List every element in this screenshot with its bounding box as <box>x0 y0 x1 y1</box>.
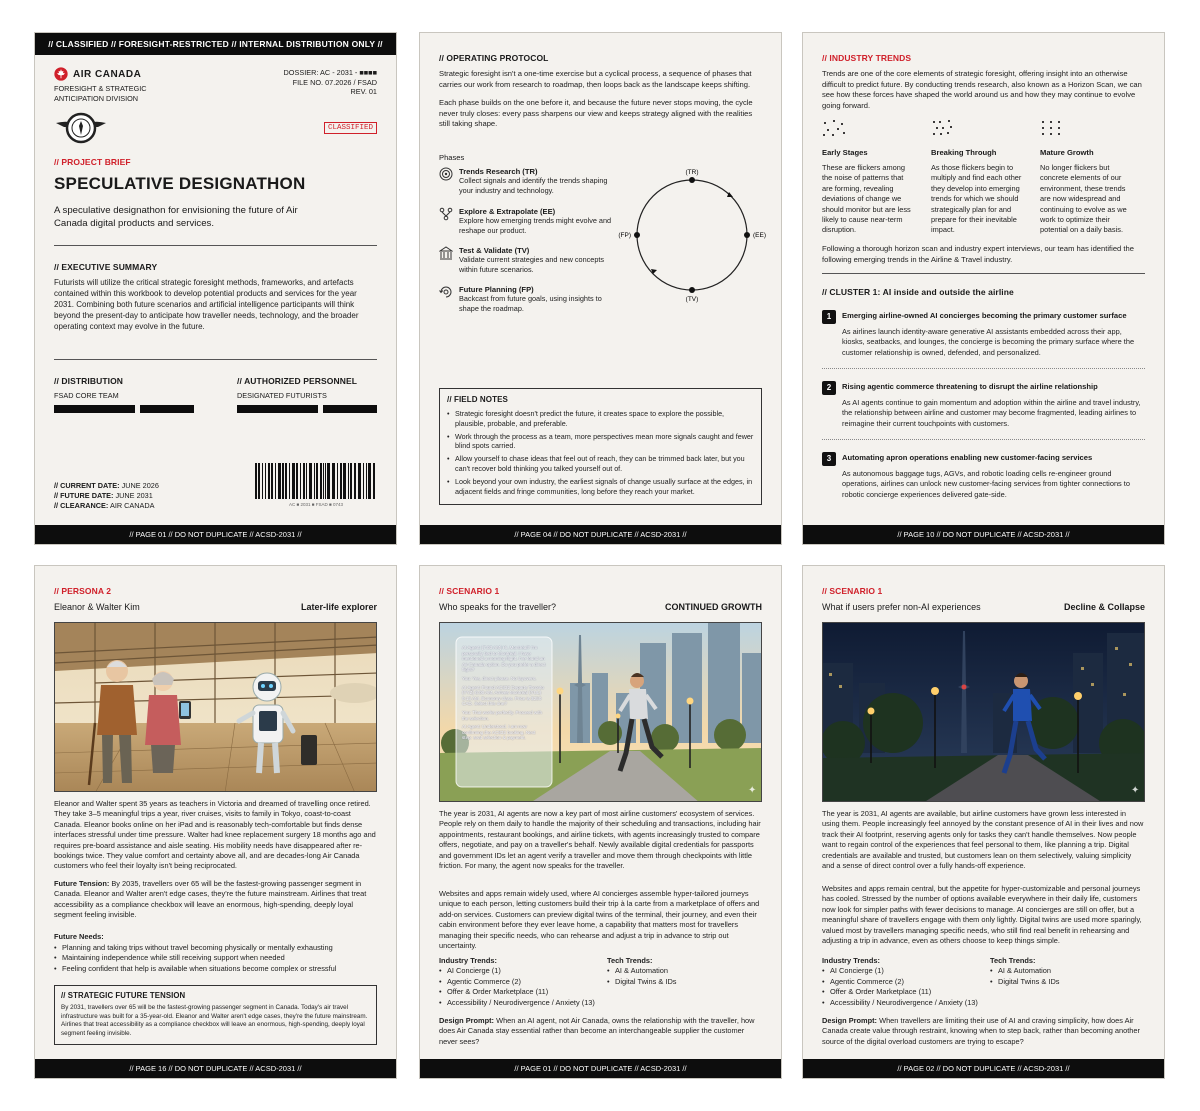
design-prompt: When travellers are limiting their use of AI and craving simplicity, how does Air Canada create value through restraint, knowing when to step back, rather than becoming another source of the digital overload customers are trying to escape? <box>822 1016 1140 1046</box>
trend-number: 1 <box>822 310 836 324</box>
cycle-icon <box>439 285 453 299</box>
industry-trend: • AI Concierge (1) <box>822 966 982 976</box>
industry-trend: • Offer & Order Marketplace (11) <box>822 987 982 997</box>
field-notes-label: // FIELD NOTES <box>447 395 508 404</box>
chat-message: AI Agent: [7:03 AM] Hi, Montréal? I'm personally tied to Montréal. I have mentioned a morning flight. I've found an Air Canada option. Do you prefer a direct flight? <box>462 645 546 673</box>
early-stages-dots-icon <box>822 119 848 137</box>
maple-leaf-icon <box>54 67 68 81</box>
persona-bio: Eleanor and Walter spent 35 years as teachers in Victoria and dreamed of travelling once retired. They take 3–5 meaningful trips a year, river cruises, visits to family in Tokyo, coast-to-coast Canada. Eleanor books online on her iPad and is reasonably tech-comfortable but finds dense interfaces stressful under time pressure. Walter had knee replacement surgery 18 months ago and requires pre-board assistance and aisle seating. His mobility needs have disappeared after re-bookings twice. They value comfort and certainty above all, and are decades-long Air Canada customers who feel their loyalty isn't being reciprocated. <box>54 799 376 871</box>
tech-trend: • AI & Automation <box>607 966 757 976</box>
tech-trends-label: Tech Trends: <box>990 956 1036 965</box>
classified-banner: // CLASSIFIED // FORESIGHT-RESTRICTED // INTERNAL DISTRIBUTION ONLY // <box>35 33 396 55</box>
strategic-tension-label: // STRATEGIC FUTURE TENSION <box>61 991 186 1000</box>
redaction-bar <box>140 405 194 413</box>
scenario-paragraph: Websites and apps remain widely used, where AI concierges assemble hyper-tailored journeys unique to each person, letting customers build their trip à la carte from a marketplace of offers and add-on services. Customers can preview digital twins of the terminal, their journey, and even their cabin environment before they ever leave home, a capability that matters most for travellers managing their specific needs, who can rehearse and adjust a trip in advance to strip out uncertainty. <box>439 889 760 951</box>
trend-title: Emerging airline-owned AI concierges becoming the primary customer surface <box>842 311 1127 320</box>
page-footer: // PAGE 10 // DO NOT DUPLICATE // ACSD-2031 // <box>803 525 1164 544</box>
scenario-paragraph: Websites and apps remain central, but the appetite for hyper-customizable and personal journeys has cooled. Stressed by the number of options available everywhere in their daily life, customers now look for simpler paths with fewer decisions to manage. AI concierges are still on offer, but a meaningful share of travellers engage with them only lightly. Digital twins are used more sparingly, valued most by travellers managing specific needs, who still find real benefit in rehearsing and adjusting a trip in advance, even as others choose to keep things simple. <box>822 884 1142 946</box>
current-date-label: // CURRENT DATE: <box>54 481 120 490</box>
stage-title: Mature Growth <box>1040 148 1094 157</box>
page-industry-trends <box>802 32 1165 545</box>
design-prompt-label: Design Prompt: <box>822 1016 878 1025</box>
field-note: • Work through the process as a team, more perspectives mean more signals caught and fewer blind spots carried. <box>447 432 754 452</box>
branch-icon <box>439 207 453 221</box>
classified-stamp: CLASSIFIED <box>324 122 377 134</box>
phase-item <box>439 207 619 236</box>
subtitle: A speculative designathon for envisioning the future of Air Canada digital products and services. <box>54 205 298 229</box>
scenario-question: What if users prefer non-AI experiences <box>822 602 981 612</box>
phase-title: Explore & Extrapolate (EE) <box>459 207 556 216</box>
revision: REV. 01 <box>350 87 377 96</box>
tech-trend: • Digital Twins & IDs <box>607 977 757 987</box>
current-date: JUNE 2026 <box>121 481 159 490</box>
future-tension-label: Future Tension: <box>54 879 110 888</box>
phase-title: Trends Research (TR) <box>459 167 538 176</box>
distribution-label: // DISTRIBUTION <box>54 376 124 386</box>
field-note: • Allow yourself to chase ideas that feel out of reach, they can be trimmed back later, but you can't recover bold thinking you talked yourself out of. <box>447 454 754 474</box>
chat-message: You: Yes, direct please. No layovers. <box>462 675 537 681</box>
phase-title: Test & Validate (TV) <box>459 246 530 255</box>
page-footer: // PAGE 16 // DO NOT DUPLICATE // ACSD-2031 // <box>35 1059 396 1078</box>
section-label: // PERSONA 2 <box>54 586 112 596</box>
phase-title: Future Planning (FP) <box>459 285 534 294</box>
cycle-label-tr: (TR) <box>685 169 699 176</box>
scenario-illustration <box>822 622 1145 802</box>
clearance: AIR CANADA <box>109 500 155 510</box>
tech-trends-label: Tech Trends: <box>607 956 653 965</box>
tech-trend: • AI & Automation <box>990 966 1140 976</box>
intro-paragraph: Strategic foresight isn't a one-time exercise but a cyclical process, a sequence of phases that carries our work from research to roadmap, then loops back as the landscape keeps shifting. <box>439 69 752 89</box>
future-need: • Maintaining independence while still receiving support when needed <box>54 953 377 963</box>
file-number: FILE NO. 07.2026 / FSAD <box>292 77 377 87</box>
future-date: JUNE 2031 <box>115 490 153 500</box>
industry-trend: • Accessibility / Neurodivergence / Anxiety (13) <box>822 998 982 1008</box>
page-scenario-growth <box>419 565 782 1079</box>
persona-names: Eleanor & Walter Kim <box>54 602 140 612</box>
executive-summary-label: // EXECUTIVE SUMMARY <box>54 262 158 272</box>
sparkle-icon: ✦ <box>1131 785 1140 796</box>
industry-trend: • Offer & Order Marketplace (11) <box>439 987 599 997</box>
intro-paragraph: Trends are one of the core elements of strategic foresight, offering insight into an otherwise difficult to predict future. By conducting trends research, also known as a Horizon Scan, we can see how these forces have shaped the world around us and how they may continue to evolve going forward. <box>822 69 1142 110</box>
target-icon <box>439 167 453 181</box>
division-line: ANTICIPATION DIVISION <box>54 93 139 103</box>
redaction-bar <box>323 405 377 413</box>
persona-archetype: Later-life explorer <box>300 602 377 612</box>
strategic-tension-box <box>54 985 377 1045</box>
foresight-cycle-diagram <box>616 165 766 305</box>
page-title: SPECULATIVE DESIGNATHON <box>54 174 306 193</box>
industry-trends-label: Industry Trends: <box>822 956 880 965</box>
future-need: • Feeling confident that help is available when situations become complex or stressful <box>54 964 377 974</box>
future-date-label: // FUTURE DATE: <box>54 490 114 500</box>
scenario-illustration <box>439 622 762 802</box>
dossier-number: DOSSIER: AC - 2031 - ■■■■ <box>283 68 377 77</box>
authorized-personnel-label: // AUTHORIZED PERSONNEL <box>237 376 358 386</box>
page-scenario-decline <box>802 565 1165 1079</box>
section-label: // OPERATING PROTOCOL <box>439 53 549 63</box>
phase-item <box>439 246 619 275</box>
terminal-scene-illustration <box>55 623 377 792</box>
executive-summary-text: Futurists will utilize the critical strategic foresight methods, frameworks, and artefacts contained within this workbook to develop potential products and services for the year 2031. Combining both future scenarios and artificial intelligence participants will think beyond the present-day to anticipate how traveller needs, technology, and the broader operating context may evolve in the future. <box>54 278 359 331</box>
cycle-label-fp: (FP) <box>618 232 631 239</box>
page-footer: // PAGE 02 // DO NOT DUPLICATE // ACSD-2031 // <box>803 1059 1164 1078</box>
cluster-label: // CLUSTER 1: AI inside and outside the airline <box>822 287 1014 297</box>
strategic-tension-text: By 2031, travellers over 65 will be the fastest-growing passenger segment in Canada. Today's air travel infrastructure was built for a 35-year-old. Eleanor and Walter aren't edge cases, they're the future mainstream. Airlines that treat accessibility as a compliance checkbox will leave an enormous, high-spending, deeply loyal segment feeling invisible. <box>61 1004 368 1037</box>
mature-growth-dots-icon <box>1040 119 1066 137</box>
scenario-archetype: CONTINUED GROWTH <box>665 602 762 612</box>
field-note: • Strategic foresight doesn't predict the future, it creates space to explore the possible, plausible, probable, and preferable. <box>447 409 754 429</box>
phase-item <box>439 167 619 196</box>
authorized-personnel-value: DESIGNATED FUTURISTS <box>237 391 327 400</box>
stage-desc: No longer flickers but concrete elements of our environment, these trends are now widespread and continuing to evolve as we work to optimize their potential on a daily basis. <box>1040 163 1127 235</box>
page-footer: // PAGE 01 // DO NOT DUPLICATE // ACSD-2031 // <box>420 1059 781 1078</box>
trend-desc: As airlines launch identity-aware generative AI assistants embedded across their app, kiosks, seatbacks, and lounges, the concierge is becoming the primary surface where the customer relationship is owned, defended, and personalized. <box>842 327 1135 357</box>
persona-illustration <box>54 622 377 792</box>
phase-item <box>439 285 619 314</box>
future-need: • Planning and taking trips without travel becoming physically or mentally exhausting <box>54 943 377 953</box>
design-prompt: When an AI agent, not Air Canada, owns the relationship with the traveller, how does Air Canada stay essential rather than become an interchangeable supplier the customer never sees? <box>439 1016 755 1046</box>
following-paragraph: Following a thorough horizon scan and industry expert interviews, our team has identified the following emerging trends in the Airline & Travel industry. <box>822 244 1134 264</box>
trend-desc: As autonomous baggage tugs, AGVs, and robotic loading cells re-engineer ground operations, airlines can unlock new customer-facing services from tighter connections to robotic concierge experiences delivered gate-side. <box>842 469 1130 499</box>
field-notes-box <box>439 388 762 505</box>
chat-message: You: That works perfectly. Proceed with the selection. <box>462 709 543 721</box>
stage-desc: As those flickers begin to multiply and find each other they develop into emerging trends for which we should strategically plan for and prepare for their inevitable impact. <box>931 163 1022 235</box>
division-line: FORESIGHT & STRATEGIC <box>54 84 147 93</box>
distribution-value: FSAD CORE TEAM <box>54 391 119 400</box>
barcode-icon <box>255 463 377 499</box>
chat-message: AI Agent: Understood. I am now confirming the AC832 booking. Next step: seat selection & payment. <box>462 724 536 741</box>
brand-name: AIR CANADA <box>73 68 142 80</box>
stage-desc: These are flickers among the noise of patterns that are forming, revealing deviations of change we should monitor but are less likely to cause near-term disruption. <box>822 163 911 235</box>
page-project-brief <box>34 32 397 545</box>
page-footer: // PAGE 01 // DO NOT DUPLICATE // ACSD-2031 // <box>35 525 396 544</box>
page-footer: // PAGE 04 // DO NOT DUPLICATE // ACSD-2031 // <box>420 525 781 544</box>
section-label: // SCENARIO 1 <box>439 586 500 596</box>
sparkle-icon: ✦ <box>748 785 757 796</box>
clearance-label: // CLEARANCE: <box>54 500 109 510</box>
industry-trend: • Agentic Commerce (2) <box>822 977 982 987</box>
stage-title: Early Stages <box>822 148 868 157</box>
phase-desc: Explore how emerging trends might evolve and reshape our product. <box>459 216 612 235</box>
building-icon <box>439 246 453 260</box>
trend-number: 3 <box>822 452 836 466</box>
industry-trend: • AI Concierge (1) <box>439 966 599 976</box>
redaction-bar <box>237 405 318 413</box>
future-tension-text: By 2035, travellers over 65 will be the fastest-growing passenger segment in Canada. Eleanor and Walter aren't edge cases, they're the future mainstream. Airlines that treat accessibility as a compliance checkbox will leave an enormous, high-spending, deeply loyal segment feeling invisible. <box>54 879 367 920</box>
industry-trend: • Accessibility / Neurodivergence / Anxiety (13) <box>439 998 599 1008</box>
chat-message: AI Agent: Found AC832 Departs Toronto (YYZ) 6:00 AM, Arrives Montréal (YUL) 9:15 AM. Economy class. Price is $250 CAD. Select this one? <box>462 684 544 707</box>
phase-desc: Validate current strategies and new concepts within future scenarios. <box>459 255 605 274</box>
intro-paragraph: Each phase builds on the one before it, and because the future never stops moving, the cycle never truly closes: every pass sharpens our view and keeps strategy aligned with the realities still taking shape. <box>439 98 753 129</box>
cycle-label-tv: (TV) <box>685 296 699 303</box>
scenario-paragraph: The year is 2031, AI agents are available, but airline customers have grown less interested in using them. People increasingly feel annoyed by the constant presence of AI in their lives and now track their AI footprint, reserving agents only for tasks they can't handle themselves. Now people want to regain control of the experiences that feel personal to them, like planning a trip. Digital credentials are available and trusted, but customers lean on them selectively, valuing simplicity and a sense of direct control over a fully hands-off experience. <box>822 809 1144 871</box>
trend-stage <box>1040 148 1134 236</box>
phase-desc: Collect signals and identify the trends shaping your industry and technology. <box>459 176 608 195</box>
phases-label: Phases <box>439 153 465 162</box>
page-operating-protocol <box>419 32 782 545</box>
trend-title: Rising agentic commerce threatening to disrupt the airline relationship <box>842 382 1098 391</box>
section-label: // INDUSTRY TRENDS <box>822 53 912 63</box>
ai-chat-panel <box>462 645 546 741</box>
phase-desc: Backcast from future goals, using insights to shape the roadmap. <box>459 294 602 313</box>
field-note: • Look beyond your own industry, the earliest signals of change usually surface at the edges, in adjacent fields and fringe communities, long before they reach your market. <box>447 477 754 497</box>
design-prompt-label: Design Prompt: <box>439 1016 495 1025</box>
trend-stage <box>931 148 1025 236</box>
trend-desc: As AI agents continue to gain momentum and adoption within the airline and travel industry, the relationship between airline and customer may become fragmented, leading airlines to reimagine their current touchpoints with customers. <box>842 398 1141 428</box>
city-night-illustration <box>823 623 1145 802</box>
breaking-through-dots-icon <box>931 119 957 137</box>
scenario-paragraph: The year is 2031, AI agents are now a key part of most airline customers' ecosystem of services. People rely on them daily to handle the majority of their scheduling and transactions, including hair appointments, restaurant bookings, and airline tickets, with agents increasingly trusted to compare offers, negotiate, and pay on a traveller's behalf. Newly available digital credentials for passports and government IDs let an agent verify a traveller and move them through checkpoints with little friction. For many, the agent now speaks for the traveller. <box>439 809 761 871</box>
trend-stage <box>822 148 916 236</box>
cycle-label-ee: (EE) <box>753 232 766 239</box>
industry-trend: • Agentic Commerce (2) <box>439 977 599 987</box>
tech-trend: • Digital Twins & IDs <box>990 977 1140 987</box>
future-needs-label: Future Needs: <box>54 932 104 941</box>
redaction-bar <box>54 405 135 413</box>
trend-title: Automating apron operations enabling new customer-facing services <box>842 453 1093 462</box>
trend-number: 2 <box>822 381 836 395</box>
division-seal-icon <box>54 111 108 145</box>
project-brief-label: // PROJECT BRIEF <box>54 157 131 167</box>
section-label: // SCENARIO 1 <box>822 586 883 596</box>
page-persona <box>34 565 397 1079</box>
stage-title: Breaking Through <box>931 148 997 157</box>
barcode-text: AC ■ 2031 ■ FSAD ■ 0743 <box>289 502 343 507</box>
scenario-archetype: Decline & Collapse <box>1063 602 1145 612</box>
industry-trends-label: Industry Trends: <box>439 956 497 965</box>
scenario-question: Who speaks for the traveller? <box>439 602 557 612</box>
